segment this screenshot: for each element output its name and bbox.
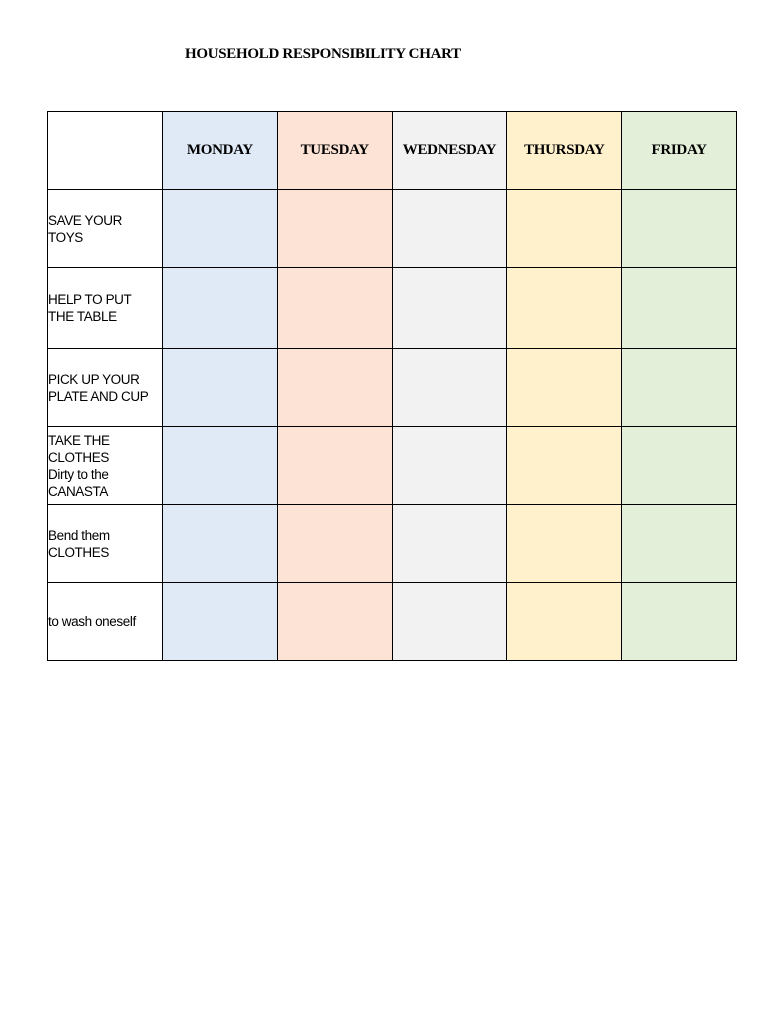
day-cell-wednesday[interactable]: [392, 190, 507, 268]
page-title: HOUSEHOLD RESPONSIBILITY CHART: [185, 46, 461, 62]
task-label: [48, 583, 163, 661]
day-cell-tuesday[interactable]: [277, 583, 392, 661]
day-cell-thursday[interactable]: [507, 583, 622, 661]
day-cell-friday[interactable]: [622, 583, 737, 661]
corner-cell: [48, 112, 163, 190]
day-cell-friday[interactable]: [622, 427, 737, 505]
day-header-thursday: THURSDAY: [507, 112, 622, 190]
day-cell-thursday[interactable]: [507, 268, 622, 349]
day-cell-monday[interactable]: [163, 349, 278, 427]
day-cell-wednesday[interactable]: [392, 583, 507, 661]
day-cell-tuesday[interactable]: [277, 505, 392, 583]
task-label: [48, 190, 163, 268]
day-header-wednesday: WEDNESDAY: [392, 112, 507, 190]
day-cell-wednesday[interactable]: [392, 505, 507, 583]
task-label: [48, 268, 163, 349]
day-cell-thursday[interactable]: [507, 190, 622, 268]
task-row: [48, 583, 737, 661]
day-cell-friday[interactable]: [622, 349, 737, 427]
day-cell-wednesday[interactable]: [392, 349, 507, 427]
task-label-text: Bend them CLOTHES: [48, 527, 110, 560]
task-label-text: PICK UP YOUR PLATE AND CUP: [48, 371, 149, 404]
day-cell-monday[interactable]: [163, 268, 278, 349]
day-cell-wednesday[interactable]: [392, 427, 507, 505]
day-cell-thursday[interactable]: [507, 505, 622, 583]
day-cell-monday[interactable]: [163, 190, 278, 268]
responsibility-table: [47, 111, 737, 661]
day-header-friday: FRIDAY: [622, 112, 737, 190]
day-cell-friday[interactable]: [622, 268, 737, 349]
day-header-tuesday: TUESDAY: [277, 112, 392, 190]
task-row: [48, 427, 737, 505]
task-row: [48, 505, 737, 583]
day-cell-tuesday[interactable]: [277, 268, 392, 349]
day-cell-tuesday[interactable]: [277, 190, 392, 268]
day-cell-wednesday[interactable]: [392, 268, 507, 349]
task-label-text: to wash oneself: [48, 614, 136, 629]
task-label: [48, 349, 163, 427]
task-label-text: TAKE THE CLOTHES Dirty to the CANASTA: [48, 432, 110, 499]
day-cell-thursday[interactable]: [507, 349, 622, 427]
day-cell-friday[interactable]: [622, 505, 737, 583]
task-label: [48, 505, 163, 583]
day-cell-thursday[interactable]: [507, 427, 622, 505]
day-cell-monday[interactable]: [163, 505, 278, 583]
day-cell-tuesday[interactable]: [277, 427, 392, 505]
day-cell-friday[interactable]: [622, 190, 737, 268]
task-label-text: SAVE YOUR TOYS: [48, 212, 122, 245]
task-label-text: HELP TO PUT THE TABLE: [48, 292, 132, 324]
task-row: [48, 268, 737, 349]
day-cell-tuesday[interactable]: [277, 349, 392, 427]
header-row: [48, 112, 737, 190]
day-cell-monday[interactable]: [163, 583, 278, 661]
task-row: [48, 349, 737, 427]
task-row: [48, 190, 737, 268]
day-cell-monday[interactable]: [163, 427, 278, 505]
task-label: [48, 427, 163, 505]
day-header-monday: MONDAY: [163, 112, 278, 190]
